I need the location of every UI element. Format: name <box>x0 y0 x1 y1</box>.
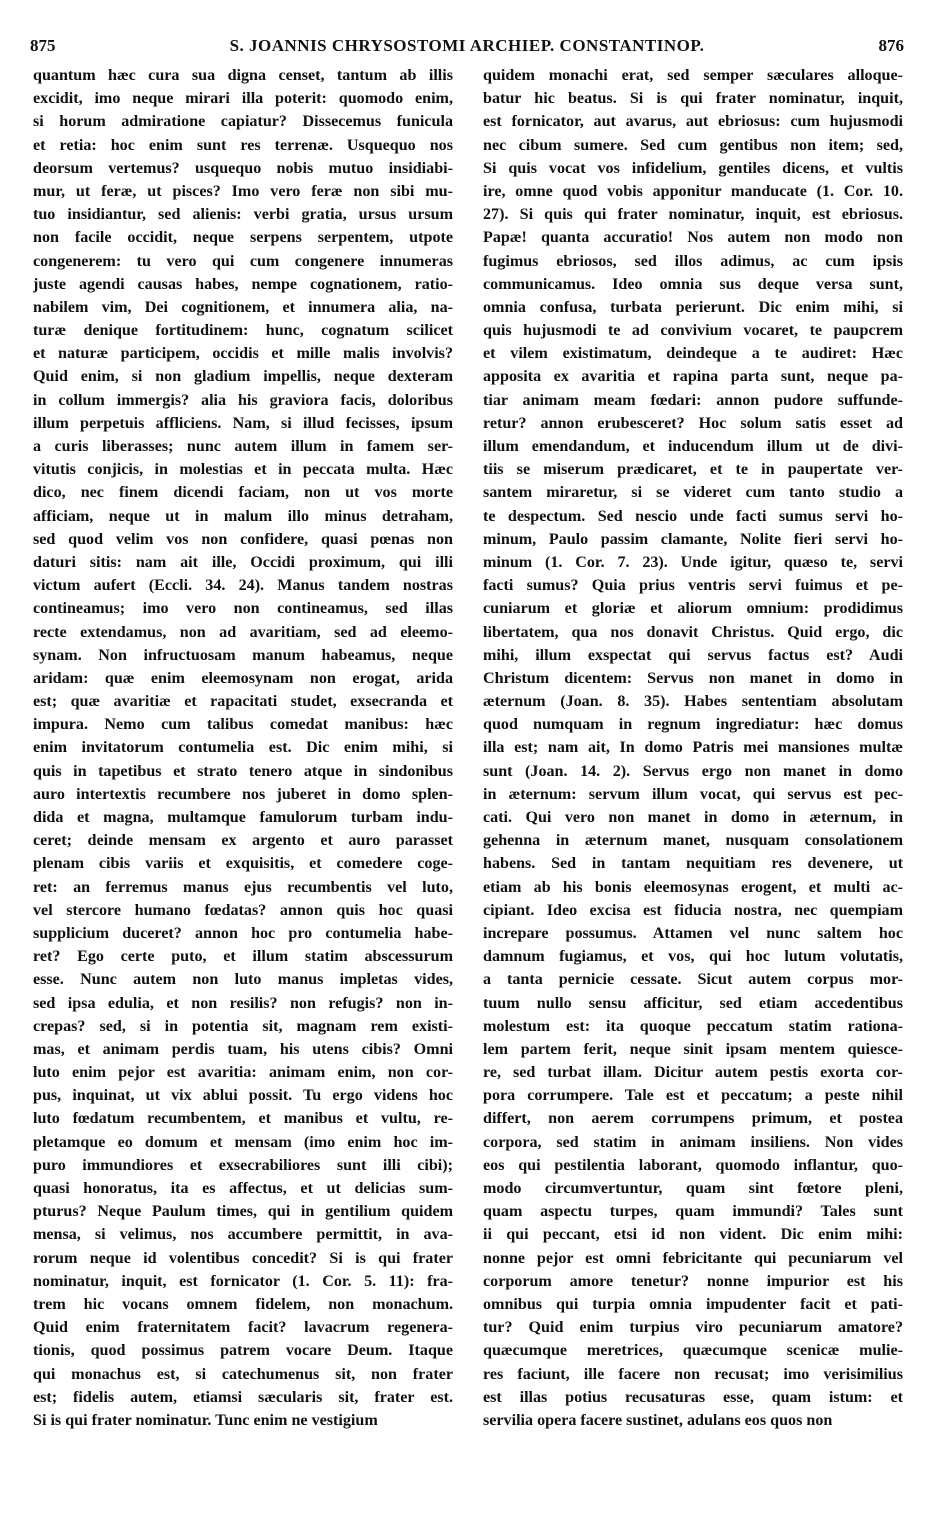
text-line: Quid enim fraternitatem facit? lavacrum regenera- <box>33 1319 453 1337</box>
text-line: quidem monachi erat, sed semper sæculares alloque- <box>483 67 903 84</box>
text-line: quam aspectu turpes, quam immundi? Tales sunt <box>483 1203 903 1221</box>
text-line: nabilem vim, Dei cognitionem, et innumera alia, na- <box>33 298 453 316</box>
text-line: turæ denique fortitudinem: hunc, cognatum scilicet <box>33 322 453 340</box>
text-line: nominatur, inquit, est fornicator (1. Cor. 5. 11): fra- <box>33 1272 453 1290</box>
text-line: corporum amore tenetur? nonne impurior est his <box>483 1272 903 1290</box>
text-line: te despectum. Sed nescio unde facti sumus servi ho- <box>483 507 903 525</box>
text-line: omnia confusa, turbata perierunt. Dic enim mihi, si <box>483 298 903 316</box>
text-line: dida et magna, multamque famulorum turbam indu- <box>33 809 453 826</box>
text-line: et retia: hoc enim sunt res terrenæ. Usquequo nos <box>33 136 453 154</box>
text-line: luto enim pejor est avaritia: animam enim, non cor- <box>33 1064 453 1082</box>
text-line: a tanta pernicie cessate. Sicut autem corpus mor- <box>483 971 903 989</box>
text-line: Christum dicentem: Servus non manet in domo in <box>483 669 903 687</box>
text-line: daturi sitis: nam ait ille, Occidi proximum, qui illi <box>33 553 453 571</box>
page-number-right: 876 <box>878 36 904 55</box>
text-line: Si is qui frater nominatur. Tunc enim ne vestigium <box>33 1411 378 1429</box>
text-line: contineamus; imo vero non contineamus, sed illas <box>33 600 453 618</box>
text-line: gehenna in æternum manet, nusquam consolationem <box>483 832 903 850</box>
text-line: modo circumvertuntur, quam sint fœtore pleni, <box>483 1180 903 1197</box>
text-line: tuo insidiantur, sed alienis: verbi gratia, ursus ursum <box>33 206 453 224</box>
text-line: cuniarum et gloriæ et aliorum omnium: prodidimus <box>483 600 903 618</box>
text-line: auro intertextis recumbere nos juberet in domo splen- <box>33 785 453 803</box>
text-line: nec cibum sumere. Sed cum gentibus non item; sed, <box>483 136 903 154</box>
text-line: facti sumus? Quia prius ventris servi fuimus et pe- <box>483 577 903 595</box>
text-line: eos qui pestilentia laborant, quomodo inflantur, quo- <box>483 1156 903 1174</box>
page-number-left: 875 <box>30 36 56 55</box>
text-line: ceret; deinde mensam ex argento et auro parasset <box>33 832 453 850</box>
text-line: vel stercore humano fœdatas? annon quis hoc quasi <box>33 901 453 919</box>
text-line: est illas potius recusaturas esse, quam istum: et <box>483 1388 903 1406</box>
text-line: mensa, si velimus, nos accumbere permittit, in ava- <box>33 1226 453 1244</box>
text-line: trem hic vocans omnem fidelem, non monachum. <box>33 1295 453 1313</box>
text-line: pturus? Neque Paulum times, qui in gentilium quidem <box>33 1203 453 1221</box>
text-line: Si quis vocat vos infidelium, gentiles dicens, et vultis <box>483 159 903 177</box>
text-line: omnibus qui turpia omnia impudenter facit et pati- <box>483 1295 903 1313</box>
text-line: sed quod velim vos non confidere, quasi pœnas non <box>33 530 453 548</box>
text-line: et naturæ participem, occidis et mille malis involvis? <box>33 345 453 363</box>
text-line: damnum fugiamus, et vos, qui hoc lutum volutatis, <box>483 948 903 966</box>
text-line: tur? Quid enim turpius viro pecuniarum amatore? <box>483 1319 903 1337</box>
text-line: et vilem existimatum, deindeque a te audiret: Hæc <box>483 345 903 363</box>
text-line: tiis se miserum prædicaret, et te in paupertate ver- <box>483 461 903 479</box>
text-line: quasi honoratus, ita es affectus, et ut delicias sum- <box>33 1180 453 1197</box>
text-line: sunt (Joan. 14. 2). Servus ergo non manet in domo <box>483 762 903 780</box>
text-line: deorsum vertemus? usquequo nobis mutuo insidiabi- <box>33 159 453 177</box>
text-line: crepas? sed, si in potentia sit, magnam rem existi- <box>33 1017 453 1035</box>
text-line: Papæ! quanta accuratio! Nos autem non modo non <box>483 229 903 247</box>
text-line: mas, et animam perdis tuam, his utens cibis? Omni <box>33 1040 453 1058</box>
left-column <box>33 64 453 1432</box>
text-line: retur? annon erubesceret? Hoc solum satis esset ad <box>483 414 903 432</box>
text-line: recte extendamus, non ad avaritiam, sed ad eleemo- <box>33 623 453 641</box>
text-line: corpora, sed statim in animam insiliens. Non vides <box>483 1133 903 1151</box>
text-line: aridam: quæ enim eleemosynam non erogat, arida <box>33 669 453 687</box>
text-line: tiar animam meam fœdari: annon pudore suffunde- <box>483 391 903 409</box>
text-line: esse. Nunc autem non luto manus impletas vides, <box>33 971 453 989</box>
text-line: ret? Ego certe puto, et illum statim abscessurum <box>33 948 453 966</box>
text-line: si horum admiratione capiatur? Dissecemus funicula <box>33 113 453 131</box>
text-line: mihi, illum exspectat qui servus factus est? Audi <box>483 646 903 664</box>
text-line: minum (1. Cor. 7. 23). Unde igitur, quæso te, servi <box>483 553 903 571</box>
text-line: re, sed turbat illam. Dicitur autem pestis exorta cor- <box>483 1064 903 1082</box>
text-line: æternum (Joan. 8. 35). Habes sententiam absolutam <box>483 693 903 711</box>
text-line: rorum neque id volentibus concedit? Si is qui frater <box>33 1249 453 1267</box>
text-line: ii qui peccant, etsi id non vident. Dic enim mihi: <box>483 1226 903 1244</box>
text-line: luto fœdatum recumbentem, et manibus et vultu, re- <box>33 1110 453 1128</box>
text-line: mur, ut feræ, ut pisces? Imo vero feræ non sibi mu- <box>33 182 453 200</box>
text-line: synam. Non infructuosam manum habeamus, neque <box>33 646 453 664</box>
text-line: fugimus ebriosos, sed illos adimus, ac cum ipsis <box>483 252 903 270</box>
text-line: quæcumque meretrices, quæcumque scenicæ mulie- <box>483 1342 903 1360</box>
text-line: ire, omne quod vobis apponitur manducate (1. Cor. 10. <box>483 182 903 200</box>
text-line: dico, nec finem dicendi faciam, non ut vos morte <box>33 484 453 502</box>
text-line: vitutis conjicis, in molestias et in peccata multa. Hæc <box>33 461 453 479</box>
text-line: apposita ex avaritia et rapina parta sunt, neque pa- <box>483 368 903 386</box>
text-line: illum perpetuis affliciens. Nam, si illud fecisses, ipsum <box>33 414 453 432</box>
text-line: sed ipsa edulia, et non resilis? non refugis? non in- <box>33 994 453 1012</box>
text-line: in collum immergis? alia his graviora facis, doloribus <box>33 391 453 409</box>
text-line: communicamus. Ideo omnia sus deque versa sunt, <box>483 275 903 293</box>
text-line: quis in tapetibus et strato tenero atque in sindonibus <box>33 762 453 780</box>
right-column <box>483 64 903 1432</box>
text-line: quod numquam in regnum ingrediatur: hæc domus <box>483 716 903 734</box>
text-line: Quid enim, si non gladium impellis, neque dexteram <box>33 368 453 386</box>
text-line: tuum nullo sensu afficitur, sed etiam accedentibus <box>483 994 903 1012</box>
text-line: pus, inquinat, ut vix ablui possit. Tu ergo videns hoc <box>33 1087 453 1105</box>
text-line: servilia opera facere sustinet, adulans eos quos non <box>483 1411 833 1429</box>
text-line: lem partem ferit, neque sinit ipsam mentem quiesce- <box>483 1040 903 1058</box>
text-line: supplicium duceret? annon hoc pro contumelia habe- <box>33 924 453 942</box>
text-line: qui monachus est, si catechumenus sit, non frater <box>33 1365 453 1383</box>
text-line: plenam cibis variis et exquisitis, et comedere coge- <box>33 855 453 873</box>
text-line: nonne pejor est omni febricitante qui pecuniarum vel <box>483 1249 903 1267</box>
text-line: santem miraretur, si se videret cum tanto studio a <box>483 484 903 502</box>
text-line: in æternum: servum illum vocat, qui servus est pec- <box>483 785 903 803</box>
text-line: batur hic beatus. Si is qui frater nominatur, inquit, <box>483 90 903 108</box>
text-line: molestum est: ita quoque peccatum statim rationa- <box>483 1017 903 1035</box>
text-line: minum, Paulo passim clamante, Nolite fieri servi ho- <box>483 530 903 548</box>
text-line: tionis, quod possimus patrem vocare Deum. Itaque <box>33 1342 453 1360</box>
text-line: enim invitatorum contumelia est. Dic enim mihi, si <box>33 739 453 757</box>
text-line: 27). Si quis qui frater nominatur, inquit, est ebriosus. <box>483 206 903 224</box>
text-line: ret: an ferremus manus ejus recumbentis vel luto, <box>33 878 453 896</box>
text-line: habens. Sed in tantam nequitiam res devenere, ut <box>483 855 903 873</box>
text-line: afficiam, neque ut in malum illo minus detraham, <box>33 507 453 525</box>
text-line: increpare possumus. Attamen vel nunc saltem hoc <box>483 924 903 942</box>
text-line: quis hujusmodi te ad convivium vocaret, te paupcrem <box>483 322 903 340</box>
text-line: non facile occidit, neque serpens serpentem, utpote <box>33 229 453 247</box>
text-line: congenerem: tu vero qui cum congenere innumeras <box>33 252 453 270</box>
text-line: illum emendandum, et inducendum illum ut de divi- <box>483 438 903 455</box>
text-line: victum aufert (Eccli. 34. 24). Manus tandem nostras <box>33 577 453 595</box>
text-line: differt, non aerem corrumpens primum, et postea <box>483 1110 903 1128</box>
text-line: est; quæ avaritiæ et rapacitati studet, exsecranda et <box>33 693 453 711</box>
text-line: est fornicator, aut avarus, aut ebriosus: cum hujusmodi <box>483 113 903 131</box>
text-line: pletamque eo domum et mensam (imo enim hoc im- <box>33 1133 453 1151</box>
running-title: S. JOANNIS CHRYSOSTOMI ARCHIEP. CONSTANTINOP. <box>229 36 705 55</box>
text-line: puro immundiores et exsecrabiliores sunt illi cibi); <box>33 1156 453 1174</box>
text-line: impura. Nemo cum talibus comedat manibus: hæc <box>33 716 453 734</box>
text-line: etiam ab his bonis eleemosynas erogent, et multi ac- <box>483 878 903 896</box>
text-line: res faciunt, ille facere non recusat; imo verisimilius <box>483 1365 903 1383</box>
running-header <box>30 36 904 60</box>
text-line: est; fidelis autem, etiamsi sæcularis sit, frater est. <box>33 1388 453 1406</box>
text-line: juste agendi causas habes, nempe cognationem, ratio- <box>33 275 453 293</box>
text-line: pora corrumpere. Tale est et peccatum; a peste nihil <box>483 1087 903 1105</box>
text-line: illa est; nam ait, In domo Patris mei mansiones multæ <box>483 739 903 757</box>
text-line: a curis liberasses; nunc autem illum in famem ser- <box>33 438 453 455</box>
text-line: excidit, imo neque mirari illa poterit: quomodo enim, <box>33 90 453 108</box>
text-line: cipiant. Ideo excisa est fiducia nostra, nec quempiam <box>483 901 903 919</box>
text-line: cati. Qui vero non manet in domo in æternum, in <box>483 809 903 826</box>
text-line: quantum hæc cura sua digna censet, tantum ab illis <box>33 67 453 84</box>
text-line: libertatem, qua nos donavit Christus. Quid ergo, dic <box>483 623 903 641</box>
